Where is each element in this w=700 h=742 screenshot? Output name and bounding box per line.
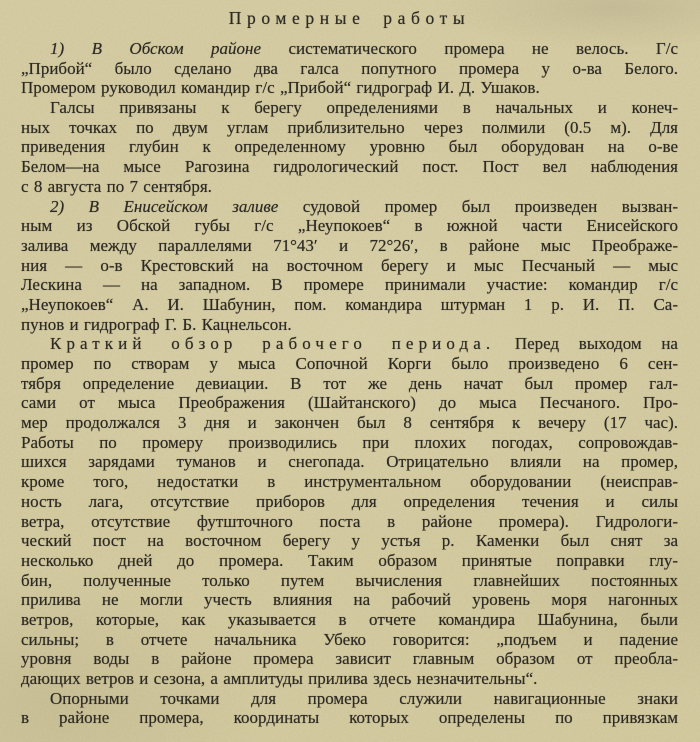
text-run: шихся зарядами туманов и снегопада. Отрицательно влияли на промер,: [21, 452, 678, 472]
text-line: [21, 118, 678, 138]
text-line: [21, 472, 678, 492]
italic-run: 2) В Енисейском заливе: [50, 196, 279, 216]
text-line: [21, 59, 678, 79]
text-run: систематического промера не велось. Г/с: [261, 39, 678, 58]
text-run: кроме того, недостатки в инструментальном оборудовании (неисправ-: [21, 472, 678, 492]
text-run: ветра, отсутствие футшточного поста в районе промера). Гидрологи-: [21, 511, 678, 531]
text-run: пунов и гидрограф Г. Б. Кацнельсон.: [21, 314, 292, 334]
text-line: [21, 708, 678, 728]
text-run: ческий пост на восточном берегу у устья р. Каменки был снят за: [21, 531, 678, 551]
letterspaced-run: Краткий обзор рабочего периода.: [50, 334, 496, 354]
text-line: [21, 492, 678, 512]
text-run: тября определение девиации. В тот же день начат был промер гал-: [21, 373, 678, 393]
text-line: [21, 39, 678, 59]
text-line: [21, 393, 678, 413]
text-run: мер продолжался 3 дня и закончен был 8 сентября к вечеру (17 час).: [21, 413, 678, 433]
text-run: Опорными точками для промера служили навигационные знаки: [50, 688, 678, 708]
text-line: [21, 433, 678, 453]
text-run: судовой промер был произведен вызван-: [278, 196, 678, 216]
text-run: ность лага, отсутствие приборов для определения течения и силы: [21, 491, 678, 511]
text-line: [21, 452, 678, 472]
text-run: ния — о-в Крестовский на восточном берегу и мыс Песчаный — мыс: [21, 255, 678, 275]
paragraph: [21, 334, 678, 688]
text-line: [21, 669, 678, 689]
paragraph: [21, 98, 678, 196]
text-run: Белом—на мысе Рагозина гидрологический пост. Пост вел наблюдения: [21, 157, 678, 177]
text-line: [21, 590, 678, 610]
text-run: Промером руководил командир г/с „Прибой“ гидрограф И. Д. Ушаков.: [21, 78, 540, 98]
text-run: Галсы привязаны к берегу определениями в начальных и конеч-: [50, 98, 678, 118]
text-run: сами от мыса Преображения (Шайтанского) до мыса Песчаного. Про-: [21, 393, 678, 413]
text-line: [21, 610, 678, 630]
text-line: [21, 551, 678, 571]
text-run: прилива не могли учесть влияния на рабочий уровень моря нагонных: [21, 590, 678, 610]
text-line: [21, 157, 678, 177]
italic-run: 1) В Обском районе: [50, 39, 262, 58]
text-run: уровня воды в районе промера зависит главным образом от преобла-: [21, 649, 678, 669]
text-run: Лескина — на западном. В промере принимали участие: командир г/с: [21, 275, 678, 295]
paragraph: [21, 197, 678, 335]
text-run: в районе промера, координаты которых определены по привязкам: [21, 708, 678, 728]
text-run: ветров, которые, как указывается в отчете командира Шабунина, были: [21, 609, 678, 629]
text-line: [21, 216, 678, 236]
text-line: [21, 630, 678, 650]
text-line: [21, 512, 678, 532]
text-line: [21, 315, 678, 335]
text-line: [21, 256, 678, 276]
text-line: [21, 295, 678, 315]
text-line: [21, 413, 678, 433]
page-title: Промерные работы: [228, 8, 471, 28]
text-line: [21, 197, 678, 217]
text-run: ных точках по двум углам приблизительно через полмили (0.5 м). Для: [21, 117, 678, 137]
text-line: [21, 236, 678, 256]
text-line: [21, 649, 678, 669]
text-run: промер по створам у мыса Сопочной Корги было произведено 6 сен-: [21, 354, 678, 373]
text-run: „Неупокоев“ А. И. Шабунин, пом. командира штурман 1 р. И. П. Са-: [21, 294, 678, 314]
text-line: [21, 689, 678, 709]
text-line: [21, 98, 678, 118]
text-line: [21, 275, 678, 295]
text-line: [21, 354, 678, 374]
text-run: дающих ветров и сезона, а амплитуды прилива здесь незначительны“.: [21, 669, 538, 688]
text-run: Работы по промеру производились при плохих погодах, сопровождав-: [21, 432, 678, 452]
text-run: бин, полученные только путем вычисления главнейших постоянных: [21, 570, 678, 590]
text-run: несколько дней до промера. Таким образом принятые поправки глу-: [21, 550, 678, 570]
text-line: [21, 78, 678, 98]
text-line: [21, 374, 678, 394]
text-run: сильны; в отчете начальника Убеко говорится: „подъем и падение: [21, 629, 678, 649]
text-run: „Прибой“ было сделано два галса попутного промера у о-ва Белого.: [21, 58, 678, 78]
text-run: ным из Обской губы г/с „Неупокоев“ в южной части Енисейского: [21, 216, 678, 236]
text-line: [21, 334, 678, 354]
text-line: [21, 137, 678, 157]
paragraph: [21, 689, 678, 728]
text-run: приведения глубин к определенному уровню был оборудован на о-ве: [21, 137, 678, 157]
text-run: залива между параллелями 71°43′ и 72°26′, в районе мыс Преображе-: [21, 235, 678, 255]
text-line: [21, 571, 678, 591]
text-line: [21, 531, 678, 551]
paragraph: [21, 39, 678, 98]
text-run: Перед выходом на: [495, 334, 678, 354]
text-line: [21, 177, 678, 197]
text-run: с 8 августа по 7 сентября.: [21, 176, 212, 196]
text-block: [21, 39, 678, 728]
